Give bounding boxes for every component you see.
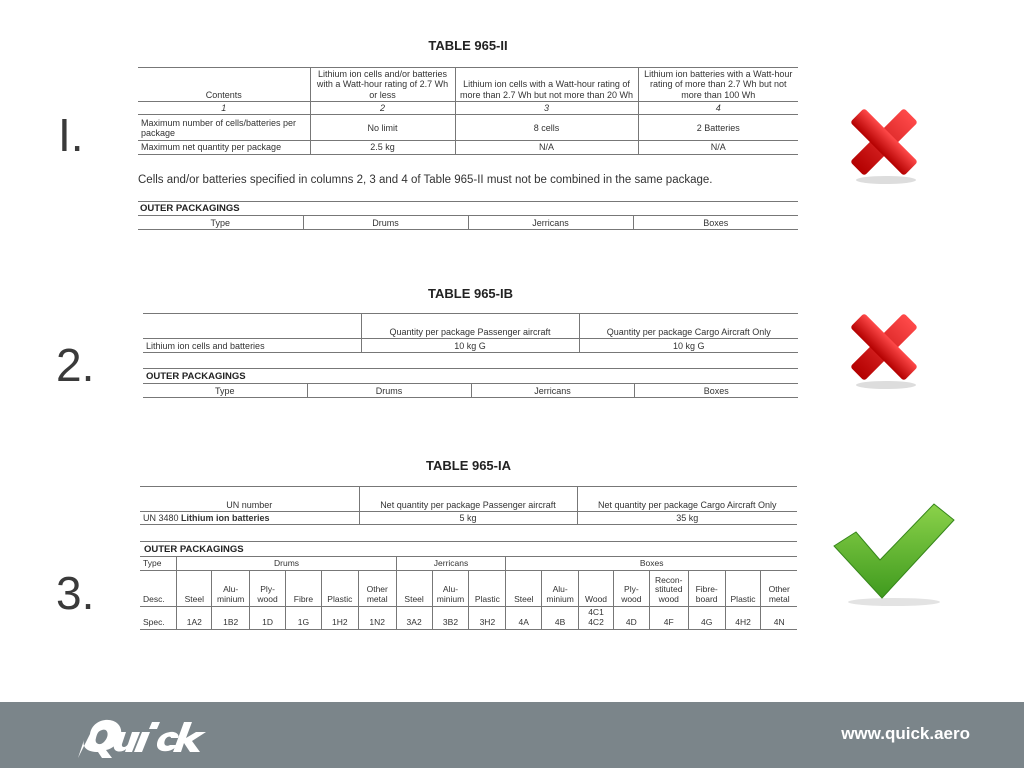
table3-spec-cell: 1B2 <box>212 607 250 630</box>
table1-outer-cell: Boxes <box>633 216 798 230</box>
table1-outer-cell: Drums <box>303 216 468 230</box>
table3-desc-cell: Steel <box>506 571 542 607</box>
table3-group-jerricans: Jerricans <box>396 557 506 571</box>
table1-outer-cell: Type <box>138 216 303 230</box>
table3-group-drums: Drums <box>177 557 396 571</box>
quick-logo <box>70 708 210 769</box>
table3-row-label <box>140 512 359 525</box>
table2-row-label: Lithium ion cells and batteries <box>143 339 361 353</box>
table3-spec-cell: 4C1 4C2 <box>579 607 614 630</box>
table3-spec-cell: 1A2 <box>177 607 212 630</box>
table3-cell: 5 kg <box>359 512 577 525</box>
section-number-3: 3. <box>56 567 95 619</box>
table1-row-label: Maximum net quantity per package <box>138 141 310 154</box>
table3-desc-cell: Ply-wood <box>613 571 649 607</box>
table2-cell: 10 kg G <box>579 339 798 353</box>
table3-desc-cell: Ply-wood <box>250 571 286 607</box>
table2-outer-cell: Type <box>143 384 307 398</box>
table2-header-empty <box>143 314 361 339</box>
table3-spec-cell: 4B <box>542 607 579 630</box>
table2-cell: 10 kg G <box>361 339 579 353</box>
table3-un-number: UN 3480 <box>143 513 179 523</box>
table3-header-un: UN number <box>140 487 359 512</box>
table3-cell: 35 kg <box>577 512 797 525</box>
table3-title: TABLE 965-IA <box>426 458 511 473</box>
table3-spec-cell: 4A <box>506 607 542 630</box>
table3-spec-cell: 4F <box>649 607 688 630</box>
table1-cell: N/A <box>455 141 638 154</box>
red-x-icon <box>842 307 926 391</box>
table1-row-label: Maximum number of cells/batteries per package <box>138 115 310 141</box>
table3-desc-label: Desc. <box>140 571 177 607</box>
table1-header-col3: Lithium ion cells with a Watt-hour rating of more than 2.7 Wh but not more than 20 Wh <box>455 68 638 102</box>
table2-outer-cell: Boxes <box>634 384 798 398</box>
table3-spec-cell: 4N <box>761 607 797 630</box>
table3-spec-cell: 4G <box>688 607 725 630</box>
table1-outer-title: OUTER PACKAGINGS <box>140 203 240 214</box>
table1-cell: 2.5 kg <box>310 141 455 154</box>
table3-desc-cell: Alu-minium <box>542 571 579 607</box>
table1-header-contents: Contents <box>138 68 310 102</box>
table1-cell: N/A <box>638 141 798 154</box>
table1-cell: No limit <box>310 115 455 141</box>
table2-header-cargo: Quantity per package Cargo Aircraft Only <box>579 314 798 339</box>
footer-bar <box>0 702 1024 768</box>
table2 <box>143 313 798 353</box>
table3-spec-cell: 1N2 <box>358 607 396 630</box>
table1-header-col2: Lithium ion cells and/or batteries with a Watt-hour rating of 2.7 Wh or less <box>310 68 455 102</box>
table3-spec-cell: 4D <box>613 607 649 630</box>
table3-un-name: Lithium ion batteries <box>181 513 270 523</box>
table3-spec-cell: 3B2 <box>432 607 469 630</box>
table3-desc-cell: Steel <box>396 571 432 607</box>
table2-outer-title: OUTER PACKAGINGS <box>146 371 246 382</box>
table1-title: TABLE 965-II <box>428 38 508 53</box>
table1 <box>138 67 798 155</box>
table2-outer-cell: Jerricans <box>471 384 634 398</box>
table3-desc-cell: Other metal <box>761 571 797 607</box>
table1-outer-cell: Jerricans <box>468 216 633 230</box>
table1-colnum: 1 <box>138 102 310 115</box>
table2-header-passenger: Quantity per package Passenger aircraft <box>361 314 579 339</box>
table3-spec-cell: 1H2 <box>321 607 358 630</box>
table3-desc-cell: Fibre <box>286 571 322 607</box>
table3-desc-cell: Steel <box>177 571 212 607</box>
table1-colnum: 2 <box>310 102 455 115</box>
table1-cell: 2 Batteries <box>638 115 798 141</box>
table3-desc-cell: Wood <box>579 571 614 607</box>
table3-spec-cell: 3H2 <box>469 607 506 630</box>
table3-desc-cell: Recon-stituted wood <box>649 571 688 607</box>
table3 <box>140 486 797 525</box>
table2-outer-cell: Drums <box>307 384 471 398</box>
green-check-icon <box>828 498 960 608</box>
section-number-2: 2. <box>56 339 95 391</box>
table1-cell: 8 cells <box>455 115 638 141</box>
table1-colnum: 3 <box>455 102 638 115</box>
section-number-1: I. <box>58 109 84 161</box>
table3-spec-cell: 1D <box>250 607 286 630</box>
table3-desc-cell: Plastic <box>469 571 506 607</box>
table2-outer-packagings <box>143 383 798 398</box>
table3-spec-label: Spec. <box>140 607 177 630</box>
table3-desc-cell: Alu-minium <box>212 571 250 607</box>
table1-note: Cells and/or batteries specified in columns 2, 3 and 4 of Table 965-II must not be combined in the same package. <box>138 174 713 186</box>
table3-spec-cell: 1G <box>286 607 322 630</box>
table1-colnum: 4 <box>638 102 798 115</box>
table1-outer-packagings <box>138 215 798 230</box>
table3-outer-title: OUTER PACKAGINGS <box>144 544 244 555</box>
red-x-icon <box>842 102 926 186</box>
table2-title: TABLE 965-IB <box>428 286 513 301</box>
table3-spec-cell: 4H2 <box>725 607 761 630</box>
table3-desc-cell: Alu-minium <box>432 571 469 607</box>
table3-group-type: Type <box>140 557 177 571</box>
table1-header-col4: Lithium ion batteries with a Watt-hour rating of more than 2.7 Wh but not more than 100 Wh <box>638 68 798 102</box>
table3-header-passenger: Net quantity per package Passenger aircraft <box>359 487 577 512</box>
table3-group-boxes: Boxes <box>506 557 797 571</box>
table3-desc-cell: Plastic <box>321 571 358 607</box>
table3-desc-cell: Fibre-board <box>688 571 725 607</box>
website-url: www.quick.aero <box>841 724 970 743</box>
table3-spec-cell: 3A2 <box>396 607 432 630</box>
table3-desc-cell: Plastic <box>725 571 761 607</box>
table3-desc-cell: Other metal <box>358 571 396 607</box>
table3-outer-packagings <box>140 556 797 630</box>
table3-header-cargo: Net quantity per package Cargo Aircraft Only <box>577 487 797 512</box>
